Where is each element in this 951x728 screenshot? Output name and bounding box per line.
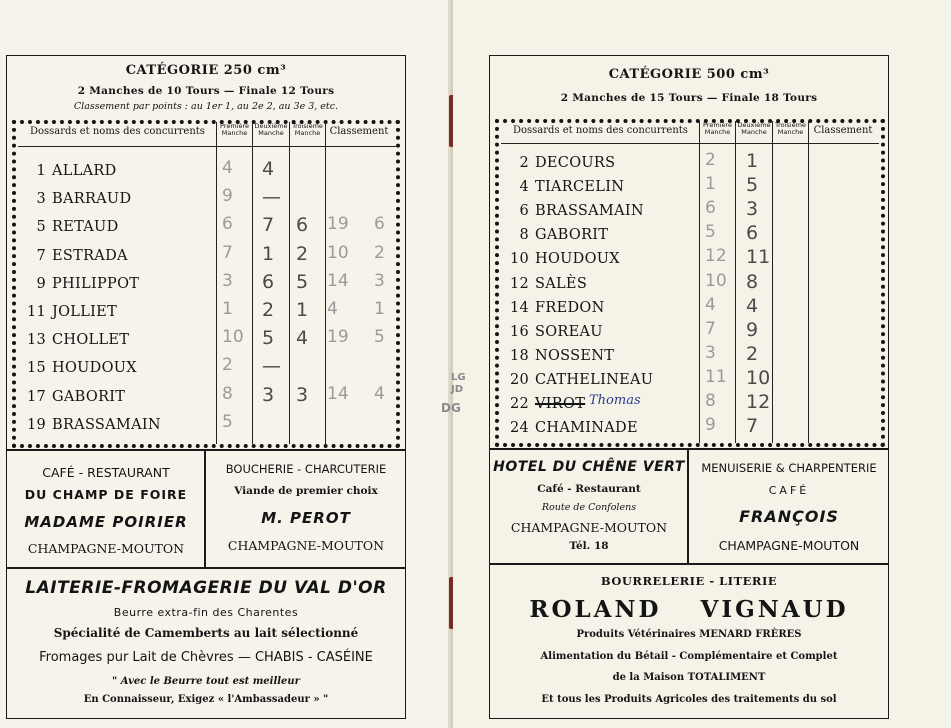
row-number: 2 [519,155,529,171]
handwritten-m1: 7 [222,242,233,263]
right-page [453,0,951,728]
row-name: SALÈS [535,275,588,292]
table-row [22,417,212,437]
handwritten-points: 19 [327,214,349,235]
row-number: 20 [509,371,529,388]
col-header-m2: Deuxième Manche [737,121,771,136]
table-row [22,276,212,296]
handwritten-m2: 9 [746,318,759,341]
table-row [505,179,695,199]
row-name: CATHELINEAU [535,371,654,388]
row-number: 16 [509,323,529,340]
col-header-name: Dossards et noms des concurrents [513,125,688,136]
category-250-note: Classement par points : au 1er 1, au 2e 2, au 3e 3, etc. [73,101,339,112]
category-500-title: CATÉGORIE 500 cm³ [608,67,770,82]
handwritten-m1: 6 [705,198,716,219]
ad-hotel-line4: CHAMPAGNE-MOUTON [510,520,668,535]
ad-boucherie-line2: Viande de premier choix [234,485,378,497]
handwritten-m3: 2 [296,242,309,265]
handwritten-m1: 3 [705,342,716,363]
handwritten-rank: 1 [374,299,385,319]
row-name: RETAUD [52,219,119,236]
handwritten-m3: 5 [296,270,309,293]
handwritten-rank: 3 [374,270,385,291]
handwritten-m2: 7 [746,415,759,438]
handwritten-rank: 4 [374,383,385,404]
row-name: SOREAU [535,323,603,340]
ad-laiterie-line2: Spécialité de Camemberts au lait sélectionné [53,626,359,640]
ad-laiterie-line4: " Avec le Beurre tout est meilleur [112,676,300,687]
row-name: BRASSAMAIN [52,416,161,433]
row-number: 15 [26,360,46,377]
row-number: 22 [509,396,529,412]
ad-laiterie-line3: Fromages pur Lait de Chèvres — CHABIS - CASÉINE [39,650,373,665]
handwritten-rank: 5 [374,327,385,348]
row-number: 9 [36,275,46,292]
ad-bourrelerie-line3: Produits Vétérinaires MENARD FRÈRES [576,629,802,640]
handwritten-m1: 4 [222,158,233,178]
table-row [505,203,695,223]
handwritten-m1: 1 [222,299,233,319]
handwritten-m2: 11 [746,246,771,269]
column-divider [699,121,700,443]
handwritten-replacement: Thomas [589,393,641,408]
handwritten-m1: 2 [705,150,716,170]
handwritten-m2: 10 [746,366,771,389]
handwritten-m1: 7 [705,318,716,339]
category-250-title: CATÉGORIE 250 cm³ [125,63,287,78]
row-name: ESTRADA [52,247,128,264]
row-number: 24 [509,420,529,437]
handwritten-m3: 3 [296,383,309,406]
row-number: 3 [36,191,46,208]
ad-hotel-line2: Café - Restaurant [537,483,641,495]
row-number: 18 [509,347,529,364]
row-number: 1 [36,163,46,179]
watermark-line1: LG [451,372,466,383]
handwritten-m2: 6 [746,222,759,245]
table-row [22,163,212,183]
ad-hotel-line5: Tél. 18 [569,540,609,552]
handwritten-points: 10 [327,242,349,263]
handwritten-m1: 6 [222,214,233,235]
handwritten-m2: 8 [746,270,759,293]
watermark-line3: DG [441,401,461,415]
handwritten-m2: 5 [262,327,275,350]
handwritten-m1: 10 [705,270,727,291]
row-number: 17 [26,388,46,405]
row-number: 14 [509,299,529,316]
row-number: 8 [519,227,529,244]
ad-boucherie-line1: BOUCHERIE - CHARCUTERIE [225,462,387,476]
handwritten-points: 14 [327,383,349,404]
ad-cafe-line4: CHAMPAGNE-MOUTON [27,541,185,556]
ad-laiterie-line1: Beurre extra-fin des Charentes [113,606,299,619]
row-name: GABORIT [535,227,609,244]
handwritten-m2: 1 [746,150,759,172]
column-divider [808,121,809,443]
handwritten-m2: 5 [746,174,759,197]
column-divider [216,122,217,444]
handwritten-m1: 1 [705,174,716,195]
handwritten-m2: — [262,355,281,378]
handwritten-m1: 9 [222,186,233,207]
left-page [0,0,453,728]
handwritten-m2: 3 [262,383,275,406]
row-number: 10 [509,251,529,268]
row-name: FREDON [535,299,605,316]
ad-divider [489,563,889,565]
watermark-line2: JD [451,384,464,395]
handwritten-m3: 6 [296,214,309,237]
handwritten-m1: 11 [705,366,727,387]
handwritten-rank: 6 [374,214,385,235]
table-row [505,348,695,368]
row-name: TIARCELIN [535,179,625,196]
handwritten-rank: 2 [374,242,385,263]
row-name: NOSSENT [535,347,615,364]
table-header-divider [501,143,879,144]
ad-hotel-line1: HOTEL DU CHÊNE VERT [493,459,685,475]
table-row [22,360,212,380]
category-500-subtitle: 2 Manches de 15 Tours — Finale 18 Tours [560,92,818,104]
table-row [505,300,695,320]
handwritten-m3: 4 [296,327,309,350]
table-row [22,389,212,409]
handwritten-points: 19 [327,327,349,348]
handwritten-m2: 1 [262,242,275,265]
row-number: 19 [26,416,46,433]
ad-menuiserie-line2: CAFÉ [768,484,810,497]
handwritten-m1: 12 [705,246,727,267]
ad-bourrelerie-line2: ROLAND VIGNAUD [529,596,849,623]
handwritten-m1: 2 [222,355,233,376]
handwritten-m1: 10 [222,327,244,348]
col-header-rank: Classement [813,125,873,136]
column-divider [289,122,290,444]
table-row [505,155,695,175]
table-row [22,248,212,268]
row-name: CHOLLET [52,332,130,349]
row-number: 6 [519,203,529,220]
handwritten-m2: 7 [262,214,275,237]
ad-cafe-line1: CAFÉ - RESTAURANT [42,465,170,480]
ad-boucherie-line3: M. PEROT [261,509,351,527]
handwritten-m1: 8 [705,391,716,411]
col-header-name: Dossards et noms des concurrents [30,126,205,137]
table-row [22,219,212,239]
row-name: HOUDOUX [52,360,137,377]
handwritten-m1: 4 [705,294,716,315]
table-row [505,420,695,440]
table-row [22,332,212,352]
column-divider [252,122,253,444]
ad-bourrelerie-line4: Alimentation du Bétail - Complémentaire et Complet [540,651,838,662]
row-name: CHAMINADE [535,420,638,437]
handwritten-m1: 8 [222,383,233,404]
row-name: VIROT [535,396,586,412]
table-row [505,251,695,271]
row-name: JOLLIET [52,304,118,320]
handwritten-m2: 4 [746,294,759,317]
col-header-m2: Deuxième Manche [254,122,288,137]
handwritten-m2: 4 [262,158,275,180]
table-row [22,191,212,211]
handwritten-m2: — [262,186,281,209]
row-name: HOUDOUX [535,251,620,268]
ad-menuiserie-line1: MENUISERIE & CHARPENTERIE [701,461,877,475]
row-number: 4 [519,179,529,196]
ad-laiterie-title: LAITERIE-FROMAGERIE DU VAL D'OR [25,578,387,598]
ad-bourrelerie-line1: BOURRELERIE - LITERIE [600,574,778,588]
col-header-m1: Première Manche [220,122,249,137]
ad-menuiserie-line4: CHAMPAGNE-MOUTON [718,538,860,553]
row-name: GABORIT [52,388,126,405]
row-name: PHILIPPOT [52,275,140,292]
handwritten-m2: 12 [746,391,771,413]
handwritten-points: 4 [327,299,338,319]
table-row [505,372,695,392]
handwritten-m1: 9 [705,415,716,436]
col-header-m3: Troisième Manche [775,121,806,136]
row-number: 11 [26,304,46,320]
handwritten-m1: 3 [222,270,233,291]
row-name: BARRAUD [52,191,132,208]
handwritten-m2: 2 [262,299,275,321]
row-name: DECOURS [535,155,616,171]
handwritten-m2: 6 [262,270,275,293]
ad-hotel-line3: Route de Confolens [541,502,637,513]
row-name: BRASSAMAIN [535,203,644,220]
handwritten-m2: 3 [746,198,759,221]
row-number: 7 [36,247,46,264]
ad-cafe-line3: MADAME POIRIER [24,513,188,531]
table-row [505,324,695,344]
category-250-subtitle: 2 Manches de 10 Tours — Finale 12 Tours [77,85,335,97]
handwritten-m1: 5 [705,222,716,243]
handwritten-m3: 1 [296,299,309,321]
row-number: 5 [36,219,46,236]
handwritten-m1: 5 [222,411,233,432]
col-header-m3: Troisième Manche [292,122,323,137]
column-divider [772,121,773,443]
col-header-m1: Première Manche [703,121,732,136]
ad-bourrelerie-line5: de la Maison TOTALIMENT [612,672,766,683]
handwritten-m2: 2 [746,342,759,365]
handwritten-points: 14 [327,270,349,291]
ad-laiterie-line5: En Connaisseur, Exigez « l'Ambassadeur » " [83,694,329,705]
ad-divider [6,567,406,569]
row-name: ALLARD [52,163,117,179]
ad-menuiserie-line3: FRANÇOIS [739,507,839,526]
table-row [505,276,695,296]
ad-cafe-line2: DU CHAMP DE FOIRE [24,487,188,502]
column-divider [735,121,736,443]
ad-boucherie-line4: CHAMPAGNE-MOUTON [227,538,385,553]
column-divider [325,122,326,444]
row-number: 13 [26,332,46,349]
table-header-divider [18,146,396,147]
table-row [505,227,695,247]
table-row [22,304,212,324]
row-number: 12 [509,275,529,292]
ad-bourrelerie-line6: Et tous les Produits Agricoles des traitements du sol [541,694,837,705]
col-header-rank: Classement [329,126,389,137]
